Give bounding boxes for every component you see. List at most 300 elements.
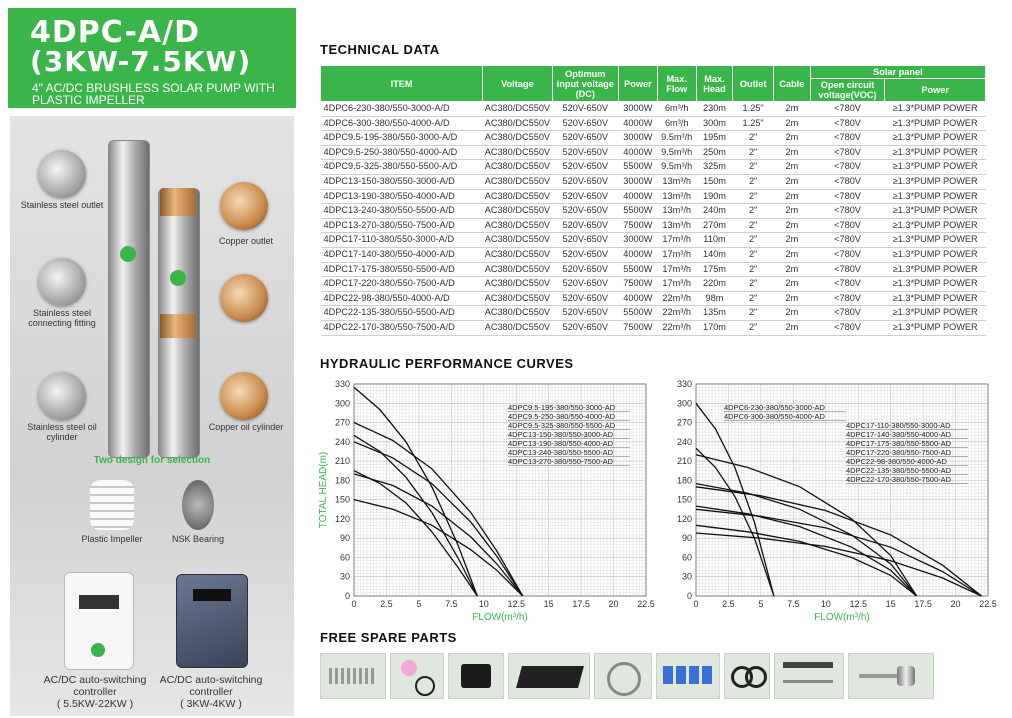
copper-pump-head bbox=[160, 188, 196, 216]
table-cell: AC380/DC550V bbox=[483, 218, 552, 233]
table-cell: 250m bbox=[696, 145, 733, 160]
series-label: 4DPC13-240-380/550-5500-AD bbox=[508, 448, 614, 457]
table-cell: 9.5m³/h bbox=[657, 145, 696, 160]
x-tick-label: 2.5 bbox=[722, 599, 735, 609]
product-title: 4DPC-A/D bbox=[30, 15, 200, 50]
table-cell: 520V-650V bbox=[552, 320, 618, 335]
table-cell: 3000W bbox=[618, 102, 657, 117]
y-tick-label: 210 bbox=[334, 456, 350, 467]
table-cell: <780V bbox=[810, 233, 885, 248]
x-tick-label: 2.5 bbox=[380, 599, 393, 609]
table-cell: 520V-650V bbox=[552, 102, 618, 117]
table-cell: 22m³/h bbox=[657, 320, 696, 335]
table-cell: 2" bbox=[733, 160, 774, 175]
table-cell: 520V-650V bbox=[552, 247, 618, 262]
spare-o-rings-image bbox=[724, 653, 770, 699]
table-row bbox=[321, 247, 986, 262]
controller-display bbox=[193, 589, 231, 601]
table-cell: ≥1.3*PUMP POWER bbox=[885, 102, 986, 117]
table-cell: 3000W bbox=[618, 131, 657, 146]
header-solar-panel: Solar panel bbox=[810, 66, 985, 79]
series-label: 4DPC22-98-380/550-4000-AD bbox=[846, 457, 947, 466]
table-cell: <780V bbox=[810, 320, 885, 335]
table-cell: 7500W bbox=[618, 320, 657, 335]
table-cell: 4DPC17-110-380/550-3000-A/D bbox=[321, 233, 483, 248]
table-cell: 4DPC22-170-380/550-7500-A/D bbox=[321, 320, 483, 335]
technical-data-title: TECHNICAL DATA bbox=[320, 42, 440, 57]
x-tick-label: 22.5 bbox=[637, 599, 655, 609]
table-cell: <780V bbox=[810, 189, 885, 204]
table-cell: AC380/DC550V bbox=[483, 174, 552, 189]
table-cell: 520V-650V bbox=[552, 131, 618, 146]
table-cell: 98m bbox=[696, 291, 733, 306]
spare-cable-joint-image bbox=[508, 653, 590, 699]
x-tick-label: 5 bbox=[416, 599, 422, 609]
table-cell: 7500W bbox=[618, 277, 657, 292]
y-tick-label: 270 bbox=[676, 417, 692, 428]
table-cell: AC380/DC550V bbox=[483, 320, 552, 335]
table-cell: 2" bbox=[733, 218, 774, 233]
y-tick-label: 180 bbox=[334, 475, 350, 486]
table-cell: 2" bbox=[733, 145, 774, 160]
table-cell: 2" bbox=[733, 277, 774, 292]
spare-tool-image bbox=[774, 653, 844, 699]
table-cell: 520V-650V bbox=[552, 291, 618, 306]
table-cell: ≥1.3*PUMP POWER bbox=[885, 262, 986, 277]
table-row bbox=[321, 218, 986, 233]
brand-logo-icon bbox=[170, 270, 186, 286]
spare-shaft-coupling-image bbox=[848, 653, 934, 699]
table-cell: 520V-650V bbox=[552, 174, 618, 189]
y-tick-label: 30 bbox=[339, 571, 350, 582]
table-cell: 4DPC13-190-380/550-4000-A/D bbox=[321, 189, 483, 204]
table-cell: 2m bbox=[773, 160, 810, 175]
table-cell: <780V bbox=[810, 291, 885, 306]
series-label: 4DPC6-300-380/550-4000-AD bbox=[724, 412, 825, 421]
table-cell: ≥1.3*PUMP POWER bbox=[885, 204, 986, 219]
product-subtitle: 4" AC/DC BRUSHLESS SOLAR PUMP WITH PLASTIC IMPELLER bbox=[32, 81, 275, 107]
x-tick-label: 17.5 bbox=[572, 599, 590, 609]
header-cable: Cable bbox=[773, 66, 810, 102]
controller-small-image bbox=[176, 574, 248, 668]
y-tick-label: 240 bbox=[676, 436, 692, 447]
table-cell: 150m bbox=[696, 174, 733, 189]
series-label: 4DPC17-175-380/550-5500-AD bbox=[846, 439, 952, 448]
y-tick-label: 150 bbox=[676, 494, 692, 505]
table-cell: 2" bbox=[733, 306, 774, 321]
table-cell: 7500W bbox=[618, 218, 657, 233]
table-cell: 5500W bbox=[618, 204, 657, 219]
y-tick-label: 0 bbox=[344, 591, 350, 601]
copper-pump-band bbox=[160, 314, 196, 338]
header-item: ITEM bbox=[321, 66, 483, 102]
table-row bbox=[321, 189, 986, 204]
series-label: 4DPC22-170-380/550-7500-AD bbox=[846, 475, 952, 484]
table-row bbox=[321, 116, 986, 131]
hydraulic-chart-left bbox=[318, 374, 658, 630]
controller-large-label: AC/DC auto-switching controller bbox=[43, 674, 147, 698]
table-cell: 230m bbox=[696, 102, 733, 117]
header-outlet: Outlet bbox=[733, 66, 774, 102]
table-cell: 17m³/h bbox=[657, 262, 696, 277]
table-cell: 2m bbox=[773, 174, 810, 189]
table-cell: 6m³/h bbox=[657, 102, 696, 117]
y-tick-label: 120 bbox=[676, 513, 692, 524]
table-cell: 170m bbox=[696, 320, 733, 335]
table-cell: AC380/DC550V bbox=[483, 306, 552, 321]
table-cell: AC380/DC550V bbox=[483, 262, 552, 277]
copper-fitting-image bbox=[220, 274, 268, 322]
controller-display bbox=[79, 595, 119, 609]
table-cell: 175m bbox=[696, 262, 733, 277]
table-row bbox=[321, 145, 986, 160]
x-tick-label: 10 bbox=[478, 599, 489, 609]
table-cell: 240m bbox=[696, 204, 733, 219]
x-tick-label: 17.5 bbox=[914, 599, 932, 609]
table-cell: <780V bbox=[810, 131, 885, 146]
x-tick-label: 20 bbox=[950, 599, 961, 609]
series-label: 4DPC13-190-380/550-4000-AD bbox=[508, 439, 614, 448]
product-power-range: (3KW-7.5KW) bbox=[30, 45, 252, 78]
table-cell: 220m bbox=[696, 277, 733, 292]
brand-logo-icon bbox=[120, 246, 136, 262]
table-cell: 5500W bbox=[618, 262, 657, 277]
stainless-fitting-label: Stainless steel connecting fitting bbox=[28, 308, 96, 328]
table-cell: 2m bbox=[773, 131, 810, 146]
series-label: 4DPC9.5-325-380/550-5500-AD bbox=[508, 421, 616, 430]
series-label: 4DPC22-135-380/550-5500-AD bbox=[846, 466, 952, 475]
table-cell: 22m³/h bbox=[657, 306, 696, 321]
table-cell: AC380/DC550V bbox=[483, 233, 552, 248]
table-cell: 325m bbox=[696, 160, 733, 175]
x-tick-label: 0 bbox=[693, 599, 699, 609]
plastic-impeller-image bbox=[90, 480, 134, 530]
stainless-pump-image bbox=[108, 140, 150, 458]
hero-banner bbox=[8, 8, 296, 108]
table-cell: 190m bbox=[696, 189, 733, 204]
y-tick-label: 60 bbox=[339, 552, 350, 563]
header-max-head: Max. Head bbox=[696, 66, 733, 102]
table-cell: ≥1.3*PUMP POWER bbox=[885, 116, 986, 131]
table-cell: ≥1.3*PUMP POWER bbox=[885, 218, 986, 233]
table-cell: AC380/DC550V bbox=[483, 102, 552, 117]
y-tick-label: 330 bbox=[676, 379, 692, 389]
table-cell: 270m bbox=[696, 218, 733, 233]
table-cell: 4DPC17-140-380/550-4000-A/D bbox=[321, 247, 483, 262]
spare-cable-sleeves-image bbox=[448, 653, 504, 699]
table-cell: 13m³/h bbox=[657, 218, 696, 233]
table-row bbox=[321, 174, 986, 189]
table-cell: 1.25" bbox=[733, 102, 774, 117]
table-cell: 2m bbox=[773, 145, 810, 160]
table-cell: 4000W bbox=[618, 189, 657, 204]
table-cell: ≥1.3*PUMP POWER bbox=[885, 320, 986, 335]
table-cell: 4DPC17-175-380/550-5500-A/D bbox=[321, 262, 483, 277]
table-row bbox=[321, 277, 986, 292]
table-cell: 17m³/h bbox=[657, 277, 696, 292]
y-tick-label: 0 bbox=[686, 591, 692, 601]
stainless-outlet-image bbox=[38, 150, 86, 198]
table-cell: 2m bbox=[773, 262, 810, 277]
table-cell: 520V-650V bbox=[552, 218, 618, 233]
x-tick-label: 10 bbox=[820, 599, 831, 609]
y-tick-label: 180 bbox=[676, 475, 692, 486]
controller-large-image bbox=[64, 572, 134, 670]
series-label: 4DPC6-230-380/550-3000-AD bbox=[724, 403, 825, 412]
table-cell: 9.5m³/h bbox=[657, 160, 696, 175]
y-tick-label: 240 bbox=[334, 436, 350, 447]
table-cell: 520V-650V bbox=[552, 306, 618, 321]
table-cell: AC380/DC550V bbox=[483, 204, 552, 219]
table-cell: 520V-650V bbox=[552, 277, 618, 292]
table-cell: <780V bbox=[810, 145, 885, 160]
copper-outlet-label: Copper outlet bbox=[218, 236, 274, 246]
table-cell: 4DPC6-300-380/550-4000-A/D bbox=[321, 116, 483, 131]
table-cell: 140m bbox=[696, 247, 733, 262]
table-cell: <780V bbox=[810, 204, 885, 219]
table-cell: 2m bbox=[773, 233, 810, 248]
header-voltage: Voltage bbox=[483, 66, 552, 102]
y-tick-label: 300 bbox=[334, 398, 350, 409]
table-cell: ≥1.3*PUMP POWER bbox=[885, 189, 986, 204]
controller-small-range: ( 3KW-4KW ) bbox=[180, 698, 242, 710]
table-cell: 13m³/h bbox=[657, 174, 696, 189]
table-cell: 17m³/h bbox=[657, 247, 696, 262]
table-row bbox=[321, 102, 986, 117]
table-cell: 13m³/h bbox=[657, 204, 696, 219]
x-tick-label: 7.5 bbox=[787, 599, 800, 609]
table-cell: 2m bbox=[773, 189, 810, 204]
table-cell: 17m³/h bbox=[657, 233, 696, 248]
table-cell: 4DPC22-98-380/550-4000-A/D bbox=[321, 291, 483, 306]
feature-panel bbox=[10, 116, 294, 716]
table-cell: 2" bbox=[733, 320, 774, 335]
stainless-oil-label: Stainless steel oil cylinder bbox=[27, 422, 97, 442]
table-cell: <780V bbox=[810, 160, 885, 175]
y-tick-label: 30 bbox=[681, 571, 692, 582]
technical-data-table bbox=[320, 65, 986, 336]
table-row bbox=[321, 320, 986, 335]
y-tick-label: 210 bbox=[676, 456, 692, 467]
table-cell: 520V-650V bbox=[552, 160, 618, 175]
table-cell: <780V bbox=[810, 102, 885, 117]
table-cell: <780V bbox=[810, 277, 885, 292]
plastic-impeller-label: Plastic Impeller bbox=[81, 534, 143, 544]
stainless-oil-image bbox=[38, 372, 86, 420]
table-row bbox=[321, 291, 986, 306]
table-cell: 520V-650V bbox=[552, 233, 618, 248]
table-cell: 2m bbox=[773, 204, 810, 219]
table-cell: <780V bbox=[810, 262, 885, 277]
table-cell: 4DPC9.5-250-380/550-4000-A/D bbox=[321, 145, 483, 160]
stainless-fitting-image bbox=[38, 258, 86, 306]
table-cell: 5500W bbox=[618, 160, 657, 175]
controller-large-range: ( 5.5KW-22KW ) bbox=[56, 698, 134, 710]
table-cell: 22m³/h bbox=[657, 291, 696, 306]
table-cell: 520V-650V bbox=[552, 262, 618, 277]
table-cell: AC380/DC550V bbox=[483, 145, 552, 160]
table-cell: <780V bbox=[810, 174, 885, 189]
copper-oil-image bbox=[220, 372, 268, 420]
nsk-bearing-label: NSK Bearing bbox=[171, 534, 225, 544]
table-cell: AC380/DC550V bbox=[483, 247, 552, 262]
table-row bbox=[321, 262, 986, 277]
table-cell: 4DPC9.5-325-380/550-5500-A/D bbox=[321, 160, 483, 175]
x-axis-label: FLOW(m³/h) bbox=[472, 612, 528, 623]
table-cell: 5500W bbox=[618, 306, 657, 321]
table-cell: 2" bbox=[733, 233, 774, 248]
table-row bbox=[321, 131, 986, 146]
y-tick-label: 270 bbox=[334, 417, 350, 428]
table-cell: 4DPC17-220-380/550-7500-A/D bbox=[321, 277, 483, 292]
table-cell: <780V bbox=[810, 306, 885, 321]
table-cell: 4DPC22-135-380/550-5500-A/D bbox=[321, 306, 483, 321]
table-cell: 4DPC13-270-380/550-7500-A/D bbox=[321, 218, 483, 233]
table-cell: 1.25" bbox=[733, 116, 774, 131]
table-cell: 4000W bbox=[618, 145, 657, 160]
spare-parts-title: FREE SPARE PARTS bbox=[320, 630, 457, 645]
table-cell: ≥1.3*PUMP POWER bbox=[885, 233, 986, 248]
x-tick-label: 20 bbox=[608, 599, 619, 609]
table-cell: <780V bbox=[810, 116, 885, 131]
controller-small-label: AC/DC auto-switching controller bbox=[159, 674, 263, 698]
series-label: 4DPC17-220-380/550-7500-AD bbox=[846, 448, 952, 457]
table-cell: ≥1.3*PUMP POWER bbox=[885, 174, 986, 189]
x-tick-label: 5 bbox=[758, 599, 764, 609]
table-cell: 2" bbox=[733, 247, 774, 262]
hydraulic-curves-title: HYDRAULIC PERFORMANCE CURVES bbox=[320, 356, 574, 371]
table-cell: 4DPC9.5-195-380/550-3000-A/D bbox=[321, 131, 483, 146]
table-cell: ≥1.3*PUMP POWER bbox=[885, 291, 986, 306]
table-cell: 4DPC6-230-380/550-3000-A/D bbox=[321, 102, 483, 117]
stainless-outlet-label: Stainless steel outlet bbox=[20, 200, 104, 210]
table-cell: 4DPC13-150-380/550-3000-A/D bbox=[321, 174, 483, 189]
table-cell: <780V bbox=[810, 247, 885, 262]
table-cell: 9.5m³/h bbox=[657, 131, 696, 146]
series-label: 4DPC9.5-195-380/550-3000-AD bbox=[508, 403, 616, 412]
y-tick-label: 120 bbox=[334, 513, 350, 524]
series-label: 4DPC13-270-380/550-7500-AD bbox=[508, 457, 614, 466]
table-cell: ≥1.3*PUMP POWER bbox=[885, 131, 986, 146]
table-cell: 2m bbox=[773, 277, 810, 292]
series-label: 4DPC13-150-380/550-3000-AD bbox=[508, 430, 614, 439]
x-axis-label: FLOW(m³/h) bbox=[814, 612, 870, 623]
nsk-bearing-image bbox=[182, 480, 214, 530]
spare-seal-ring-image bbox=[390, 653, 444, 699]
table-cell: 520V-650V bbox=[552, 189, 618, 204]
y-tick-label: 330 bbox=[334, 379, 350, 389]
table-cell: 2m bbox=[773, 320, 810, 335]
x-tick-label: 12.5 bbox=[507, 599, 525, 609]
y-tick-label: 60 bbox=[681, 552, 692, 563]
table-cell: ≥1.3*PUMP POWER bbox=[885, 145, 986, 160]
y-tick-label: 150 bbox=[334, 494, 350, 505]
table-cell: AC380/DC550V bbox=[483, 131, 552, 146]
x-tick-label: 15 bbox=[543, 599, 554, 609]
table-cell: 6m³/h bbox=[657, 116, 696, 131]
table-row bbox=[321, 306, 986, 321]
table-row bbox=[321, 204, 986, 219]
series-label: 4DPC17-110-380/550-3000-AD bbox=[846, 421, 951, 430]
table-cell: 3000W bbox=[618, 174, 657, 189]
hydraulic-chart-right bbox=[660, 374, 1000, 630]
x-tick-label: 22.5 bbox=[979, 599, 997, 609]
table-cell: 2m bbox=[773, 116, 810, 131]
table-cell: AC380/DC550V bbox=[483, 291, 552, 306]
table-cell: 520V-650V bbox=[552, 145, 618, 160]
header-voc: Open circuit voltage(VOC) bbox=[810, 79, 885, 102]
table-cell: 13m³/h bbox=[657, 189, 696, 204]
y-tick-label: 300 bbox=[676, 398, 692, 409]
table-cell: 110m bbox=[696, 233, 733, 248]
header-power: Power bbox=[618, 66, 657, 102]
spare-hose-clamp-image bbox=[594, 653, 652, 699]
table-cell: 3000W bbox=[618, 233, 657, 248]
table-cell: AC380/DC550V bbox=[483, 277, 552, 292]
copper-outlet-image bbox=[220, 182, 268, 230]
table-cell: 135m bbox=[696, 306, 733, 321]
table-cell: AC380/DC550V bbox=[483, 160, 552, 175]
table-cell: 2" bbox=[733, 131, 774, 146]
x-tick-label: 0 bbox=[351, 599, 357, 609]
table-cell: AC380/DC550V bbox=[483, 116, 552, 131]
y-tick-label: 90 bbox=[681, 533, 692, 544]
table-cell: 2" bbox=[733, 189, 774, 204]
table-cell: 2" bbox=[733, 291, 774, 306]
x-tick-label: 15 bbox=[885, 599, 896, 609]
header-optimum-voltage: Optimum input voltage (DC) bbox=[552, 66, 618, 102]
table-cell: ≥1.3*PUMP POWER bbox=[885, 277, 986, 292]
table-row bbox=[321, 160, 986, 175]
header-panel-power: Power bbox=[885, 79, 986, 102]
x-tick-label: 12.5 bbox=[849, 599, 867, 609]
brand-logo-icon bbox=[91, 643, 105, 657]
table-cell: 2m bbox=[773, 306, 810, 321]
y-axis-label: TOTAL HEAD(m) bbox=[318, 451, 329, 529]
table-cell: 4000W bbox=[618, 247, 657, 262]
spare-bolts-image bbox=[320, 653, 386, 699]
table-cell: 520V-650V bbox=[552, 204, 618, 219]
y-tick-label: 90 bbox=[339, 533, 350, 544]
table-cell: ≥1.3*PUMP POWER bbox=[885, 247, 986, 262]
table-cell: 2" bbox=[733, 204, 774, 219]
table-row bbox=[321, 233, 986, 248]
table-cell: 300m bbox=[696, 116, 733, 131]
table-cell: 2" bbox=[733, 174, 774, 189]
table-cell: 195m bbox=[696, 131, 733, 146]
table-cell: 4000W bbox=[618, 116, 657, 131]
copper-oil-label: Copper oil cylinder bbox=[208, 422, 284, 432]
table-cell: 2m bbox=[773, 247, 810, 262]
series-label: 4DPC17-140-380/550-4000-AD bbox=[846, 430, 952, 439]
table-cell: 2" bbox=[733, 262, 774, 277]
two-design-caption: Two design for selection bbox=[93, 455, 211, 466]
table-cell: 520V-650V bbox=[552, 116, 618, 131]
header-max-flow: Max. Flow bbox=[657, 66, 696, 102]
table-cell: ≥1.3*PUMP POWER bbox=[885, 306, 986, 321]
series-label: 4DPC9.5-250-380/550-4000-AD bbox=[508, 412, 616, 421]
table-cell: 2m bbox=[773, 102, 810, 117]
table-cell: 4000W bbox=[618, 291, 657, 306]
table-cell: <780V bbox=[810, 218, 885, 233]
table-cell: 2m bbox=[773, 291, 810, 306]
table-cell: ≥1.3*PUMP POWER bbox=[885, 160, 986, 175]
table-cell: 4DPC13-240-380/550-5500-A/D bbox=[321, 204, 483, 219]
table-cell: 2m bbox=[773, 218, 810, 233]
spare-connectors-image bbox=[656, 653, 720, 699]
table-cell: AC380/DC550V bbox=[483, 189, 552, 204]
x-tick-label: 7.5 bbox=[445, 599, 458, 609]
